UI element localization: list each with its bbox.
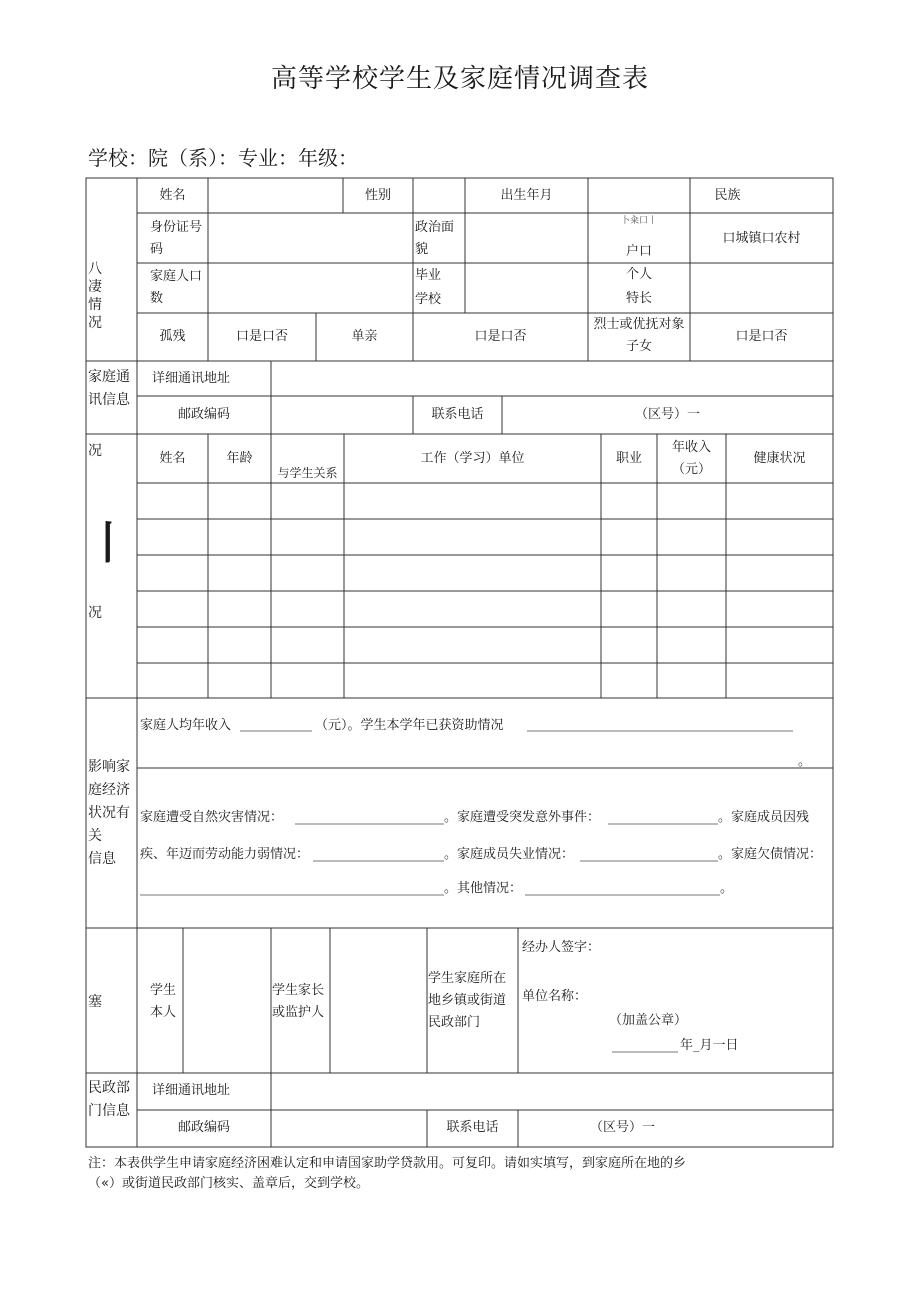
civil-postcode-field[interactable] xyxy=(272,1111,426,1146)
debt-field[interactable] xyxy=(140,879,444,897)
civil-affairs-label: 学生家庭所在 地乡镇或街道 民政部门 xyxy=(428,971,507,1030)
section-basic-label: 八 凄 情 况 xyxy=(88,261,102,331)
martyr-label: 烈士或优抚对象 子女 xyxy=(593,317,685,354)
ethnicity-label: 民族 xyxy=(714,188,741,203)
official-seal-note: （加盖公章） xyxy=(609,1013,688,1028)
unit-name-label[interactable]: 单位名称： xyxy=(522,989,588,1004)
note-line-1: 注：本表供学生申请家庭经济困难认定和申请国家助学贷款用。可复印。请如实填写，到家庭所在地的乡 xyxy=(88,1156,687,1171)
members-header-income: 年收入 （元） xyxy=(671,440,711,477)
members-table-row[interactable] xyxy=(138,664,832,697)
specialty-field[interactable] xyxy=(691,264,832,312)
contact-postcode-label: 邮政编码 xyxy=(177,407,230,422)
disaster-label: 家庭遭受自然灾害情况： xyxy=(140,810,284,825)
note-line-2: （«）或街道民政部门核实、盖章后，交到学校。 xyxy=(88,1176,369,1191)
form-title: 高等学校学生及家庭情况调查表 xyxy=(270,64,649,94)
civil-phone-label: 联系电话 xyxy=(446,1120,499,1135)
unemployment-field[interactable] xyxy=(580,845,718,863)
section-civil-label: 民政部 门信息 xyxy=(88,1080,130,1119)
other-end-mark: 。 xyxy=(720,881,734,896)
hukou-options[interactable]: 口城镇口农村 xyxy=(722,231,801,246)
contact-address-label: 详细通讯地址 xyxy=(152,371,231,386)
id-card-field[interactable] xyxy=(209,214,412,262)
specialty-label: 个人 特长 xyxy=(625,267,652,306)
parent-sign-field[interactable] xyxy=(331,929,426,1072)
members-table-row[interactable] xyxy=(138,628,832,662)
disability-field[interactable] xyxy=(313,845,444,863)
aid-label: （元）。学生本学年已获资助情况 xyxy=(315,718,504,733)
debt-label: 。家庭欠债情况： xyxy=(718,847,823,862)
members-header-occupation: 职业 xyxy=(615,451,642,466)
section-members-label-top: 况 xyxy=(88,443,102,459)
handler-sign-label[interactable]: 经办人签字： xyxy=(522,940,601,955)
civil-address-label: 详细通讯地址 xyxy=(152,1083,231,1098)
graduated-school-label: 毕业 学校 xyxy=(415,268,442,307)
civil-address-field[interactable] xyxy=(272,1074,832,1109)
disaster-field[interactable] xyxy=(295,808,444,826)
members-header-work-unit: 工作（学习）单位 xyxy=(420,451,525,466)
civil-postcode-label: 邮政编码 xyxy=(177,1120,230,1135)
name-label: 姓名 xyxy=(159,188,186,203)
sign-date[interactable]: 年_月一日 xyxy=(680,1038,739,1053)
other-label: 。其他情况： xyxy=(444,881,523,896)
income-field[interactable] xyxy=(240,715,312,733)
section-signature-label: 塞 xyxy=(88,994,102,1010)
section-economy-label: 影响家 庭经济 状况有 关 信息 xyxy=(88,759,130,867)
members-table-row[interactable] xyxy=(138,520,832,554)
section-members-mark: 丨 xyxy=(86,518,130,569)
contact-address-field[interactable] xyxy=(272,362,832,395)
members-header-relation: 与学生关系 xyxy=(277,466,338,480)
student-sign-label: 学生 本人 xyxy=(150,983,177,1020)
student-sign-field[interactable] xyxy=(184,929,270,1072)
section-contact-label: 家庭通 讯信息 xyxy=(88,369,130,408)
parent-sign-label: 学生家长 或监护人 xyxy=(272,983,325,1020)
disability-label-cont: 疾、年迈而劳动能力弱情况： xyxy=(140,847,310,862)
political-field[interactable] xyxy=(466,214,587,262)
birth-field[interactable] xyxy=(589,179,689,212)
political-label: 政治面 貌 xyxy=(415,220,455,257)
contact-postcode-field[interactable] xyxy=(272,397,412,433)
graduated-school-field[interactable] xyxy=(466,264,587,312)
unemployment-label: 。家庭成员失业情况： xyxy=(444,847,575,862)
accident-label: 。家庭遭受突发意外事件： xyxy=(444,810,601,825)
family-count-label: 家庭人口 数 xyxy=(150,269,203,306)
members-header-age: 年龄 xyxy=(226,451,253,466)
family-count-field[interactable] xyxy=(209,264,412,312)
disability-label: 。家庭成员因残 xyxy=(718,810,810,825)
hukou-label: 户口 xyxy=(625,244,652,259)
income-label: 家庭人均年收入 xyxy=(140,718,232,733)
contact-phone-label: 联系电话 xyxy=(431,407,484,422)
single-parent-options[interactable]: 口是口否 xyxy=(474,329,527,344)
school-info-line: 学校：院（系）：专业：年级： xyxy=(88,146,358,170)
birth-label: 出生年月 xyxy=(500,188,553,203)
members-table-row[interactable] xyxy=(138,592,832,626)
civil-phone-field[interactable]: （区号）一 xyxy=(590,1120,656,1135)
members-table-row[interactable] xyxy=(138,484,832,518)
accident-field[interactable] xyxy=(608,808,718,826)
members-table-row[interactable] xyxy=(138,556,832,590)
other-field[interactable] xyxy=(525,879,720,897)
martyr-options[interactable]: 口是口否 xyxy=(735,329,788,344)
members-header-health: 健康状况 xyxy=(753,451,806,466)
gender-label: 性别 xyxy=(364,188,391,203)
name-field[interactable] xyxy=(209,179,342,212)
contact-phone-field[interactable]: （区号）一 xyxy=(634,407,700,422)
id-card-label: 身份证号 码 xyxy=(150,220,203,257)
hukou-top-text: 卜籴口丨 xyxy=(620,216,657,226)
orphan-options[interactable]: 口是口否 xyxy=(235,329,288,344)
single-parent-label: 单亲 xyxy=(351,329,378,344)
gender-field[interactable] xyxy=(414,179,464,212)
orphan-label: 孤残 xyxy=(159,329,186,344)
aid-field[interactable] xyxy=(527,715,793,733)
members-header-name: 姓名 xyxy=(159,451,186,466)
aid-end-mark: 。 xyxy=(798,754,812,769)
section-members-label-bottom: 况 xyxy=(88,605,102,621)
